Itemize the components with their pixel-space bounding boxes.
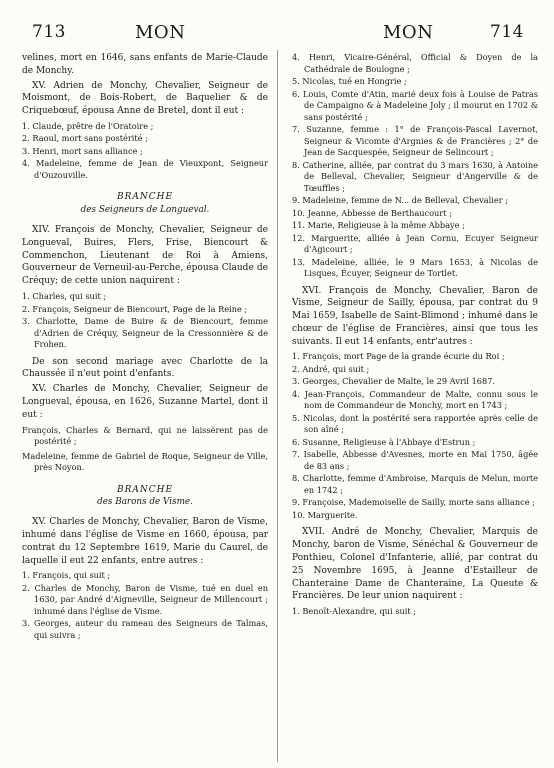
entry-charles-visme: XV. Charles de Monchy, Chevalier, Baron de Visme, inhumé dans l'église de Visme en 1660, épousa, par contrat du 12 Septembre 1619, Marie du Caurel, de laquelle il eut 22 enfants, entre autres : xyxy=(22,517,268,566)
list-item: 9. Françoise, Mademoiselle de Sailly, morte sans alliance ; xyxy=(292,497,535,508)
second-marriage-text: De son second mariage avec Charlotte de la Chaussée il n'eut point d'enfants. xyxy=(22,356,268,380)
children-entry: Madeleine, femme de Gabriel de Roque, Seigneur de Ville, près Noyon. xyxy=(22,450,268,473)
column-divider xyxy=(277,50,278,762)
list-item: 3. Georges, auteur du rameau des Seigneurs de Talmas, qui suivra ; xyxy=(22,618,268,640)
entry-charles: XV. Charles de Monchy, Chevalier, Seigneur de Longueval, épousa, en 1626, Suzanne Martel, dont il eut : xyxy=(22,384,268,420)
list-item: 1. Benoît-Alexandre, qui suit ; xyxy=(292,606,416,617)
list-item: 5. Nicolas, dont la postérité sera rapportée après celle de son aîné ; xyxy=(292,412,538,435)
children-list xyxy=(292,606,538,618)
children-list xyxy=(22,291,268,351)
list-item: 5. Nicolas, tué en Hongrie ; xyxy=(292,76,407,86)
list-item: 11. Marie, Religieuse à la même Abbaye ; xyxy=(292,220,465,230)
running-head-left: MON xyxy=(135,22,186,43)
right-column xyxy=(292,52,538,623)
children-list xyxy=(292,351,538,521)
children-entry: François, Charles & Bernard, qui ne laissèrent pas de postérité ; xyxy=(22,424,268,447)
children-list xyxy=(292,52,538,280)
list-item: 8. Charlotte, femme d'Ambroise, Marquis de Melun, morte en 1742 ; xyxy=(292,473,538,495)
intro-text: velines, mort en 1646, sans enfants de Marie-Claude de Monchy. xyxy=(22,53,268,76)
list-item: 13. Madeleine, alliée, le 9 Mars 1653, à Nicolas de Lisques, Écuyer, Seigneur de Tortlet. xyxy=(292,256,538,278)
list-item: 1. Charles, qui suit ; xyxy=(22,291,107,302)
list-item: 3. Georges, Chevalier de Malte, le 29 Avril 1687. xyxy=(292,376,496,387)
list-item: 1. François, mort Page de la grande écurie du Roi ; xyxy=(292,351,505,362)
branch-heading: BRANCHE xyxy=(116,192,174,203)
entry-francois-xvi: XVI. François de Monchy, Chevalier, Baron de Visme, Seigneur de Sailly, épousa, par contrat du 9 Mai 1659, Isabelle de Saint-Blimond ; inhumé dans le chœur de l'église de Francières, ainsi que tous les suivants. Il eut 14 enfants, entr'autres : xyxy=(292,285,538,347)
list-item: 4. Jean-François, Commandeur de Malte, connu sous le nom de Commandeur de Monchy, mort en 1743 ; xyxy=(292,388,538,411)
page-number-left: 713 xyxy=(32,22,66,42)
list-item: 8. Catherine, alliée, par contrat du 3 mars 1630, à Antoine de Belleval, Chevalier, Seigneur d'Angerville & de Tœuffles ; xyxy=(292,159,538,193)
list-item: 2. François, Seigneur de Biencourt, Page de la Reine ; xyxy=(22,303,248,314)
left-column xyxy=(22,52,268,646)
list-item: 4. Henri, Vicaire-Général, Official & Doyen de la Cathédrale de Boulogne ; xyxy=(292,52,538,74)
running-head-right: MON xyxy=(383,22,434,43)
list-item: 2. Charles de Monchy, Baron de Visme, tué en duel en 1630, par André d'Aigneville, Seigneur de Millencourt ; inhumé dans l'église de Visme. xyxy=(22,582,268,616)
entry-adrien: XV. Adrien de Monchy, Chevalier, Seigneur de Moismont, de Bois-Robert, de Baquelier & de Criquebœuf, épousa Anne de Bretel, dont il eut : xyxy=(22,80,268,117)
list-item: 2. Raoul, mort sans postérité ; xyxy=(22,133,148,144)
page-number-right: 714 xyxy=(490,22,524,42)
list-item: 12. Marguerite, alliée à Jean Cornu, Ecuyer Seigneur d'Agicourt ; xyxy=(292,232,538,254)
list-item: 4. Madeleine, femme de Jean de Vieuxpont, Seigneur d'Ouzouville. xyxy=(22,158,268,180)
branch-heading: BRANCHE xyxy=(116,484,174,495)
list-item: 3. Charlotte, Dame de Buire & de Biencourt, femme d'Adrien de Créquy, Seigneur de la Cressonnière & de Frohen. xyxy=(22,316,268,350)
list-item: 3. Henri, mort sans alliance ; xyxy=(22,145,143,156)
entry-andre: XVII. André de Monchy, Chevalier, Marquis de Monchy, baron de Visme, Sénéchal & Gouverneur de Ponthieu, Colonel d'Infanterie, allié, par contrat du 25 Novembre 1695, à Jeanne d'Estailleur de Chanteraine Dame de Chanteraine, La Queute & Francières. De leur union naquirent : xyxy=(292,527,538,602)
list-item: 10. Jeanne, Abbesse de Berthaucourt ; xyxy=(292,207,452,218)
list-item: 1. François, qui suit ; xyxy=(22,570,111,581)
list-item: 6. Susanne, Religieuse à l'Abbaye d'Estrun ; xyxy=(292,436,476,447)
branch-subheading: des Barons de Visme. xyxy=(97,497,193,508)
children-list xyxy=(22,570,268,641)
list-item: 7. Suzanne, femme : 1° de François-Pascal Lavernot, Seigneur & Vicomte d'Argnies & de Francières ; 2° de Jean de Sacquespée, Seigneur de Selincourt ; xyxy=(292,124,538,157)
list-item: 10. Marguerite. xyxy=(292,509,358,520)
list-item: 6. Louis, Comte d'Atin, marié deux fois à Louise de Patras de Campaigno & à Madeleine Joly ; il mourut en 1702 & sans postérité ; xyxy=(292,88,538,122)
list-item: 2. André, qui suit ; xyxy=(292,363,370,374)
list-item: 1. Claude, prêtre de l'Oratoire ; xyxy=(22,120,154,131)
entry-francois: XIV. François de Monchy, Chevalier, Seigneur de Longueval, Buires, Flers, Frise, Biencourt & Commenchon, Lieutenant de Roi à Amiens, Gouverneur de Verneuil-au-Perche, épousa Claude de Créquy; de cette union naquirent : xyxy=(22,225,268,287)
list-item: 7. Isabelle, Abbesse d'Avesnes, morte en Mai 1750, âgée de 83 ans ; xyxy=(292,449,538,471)
list-item: 9. Madeleine, femme de N... de Belleval, Chevalier ; xyxy=(292,195,508,205)
branch-subheading: des Seigneurs de Longueval. xyxy=(80,205,210,216)
children-list xyxy=(22,121,268,182)
